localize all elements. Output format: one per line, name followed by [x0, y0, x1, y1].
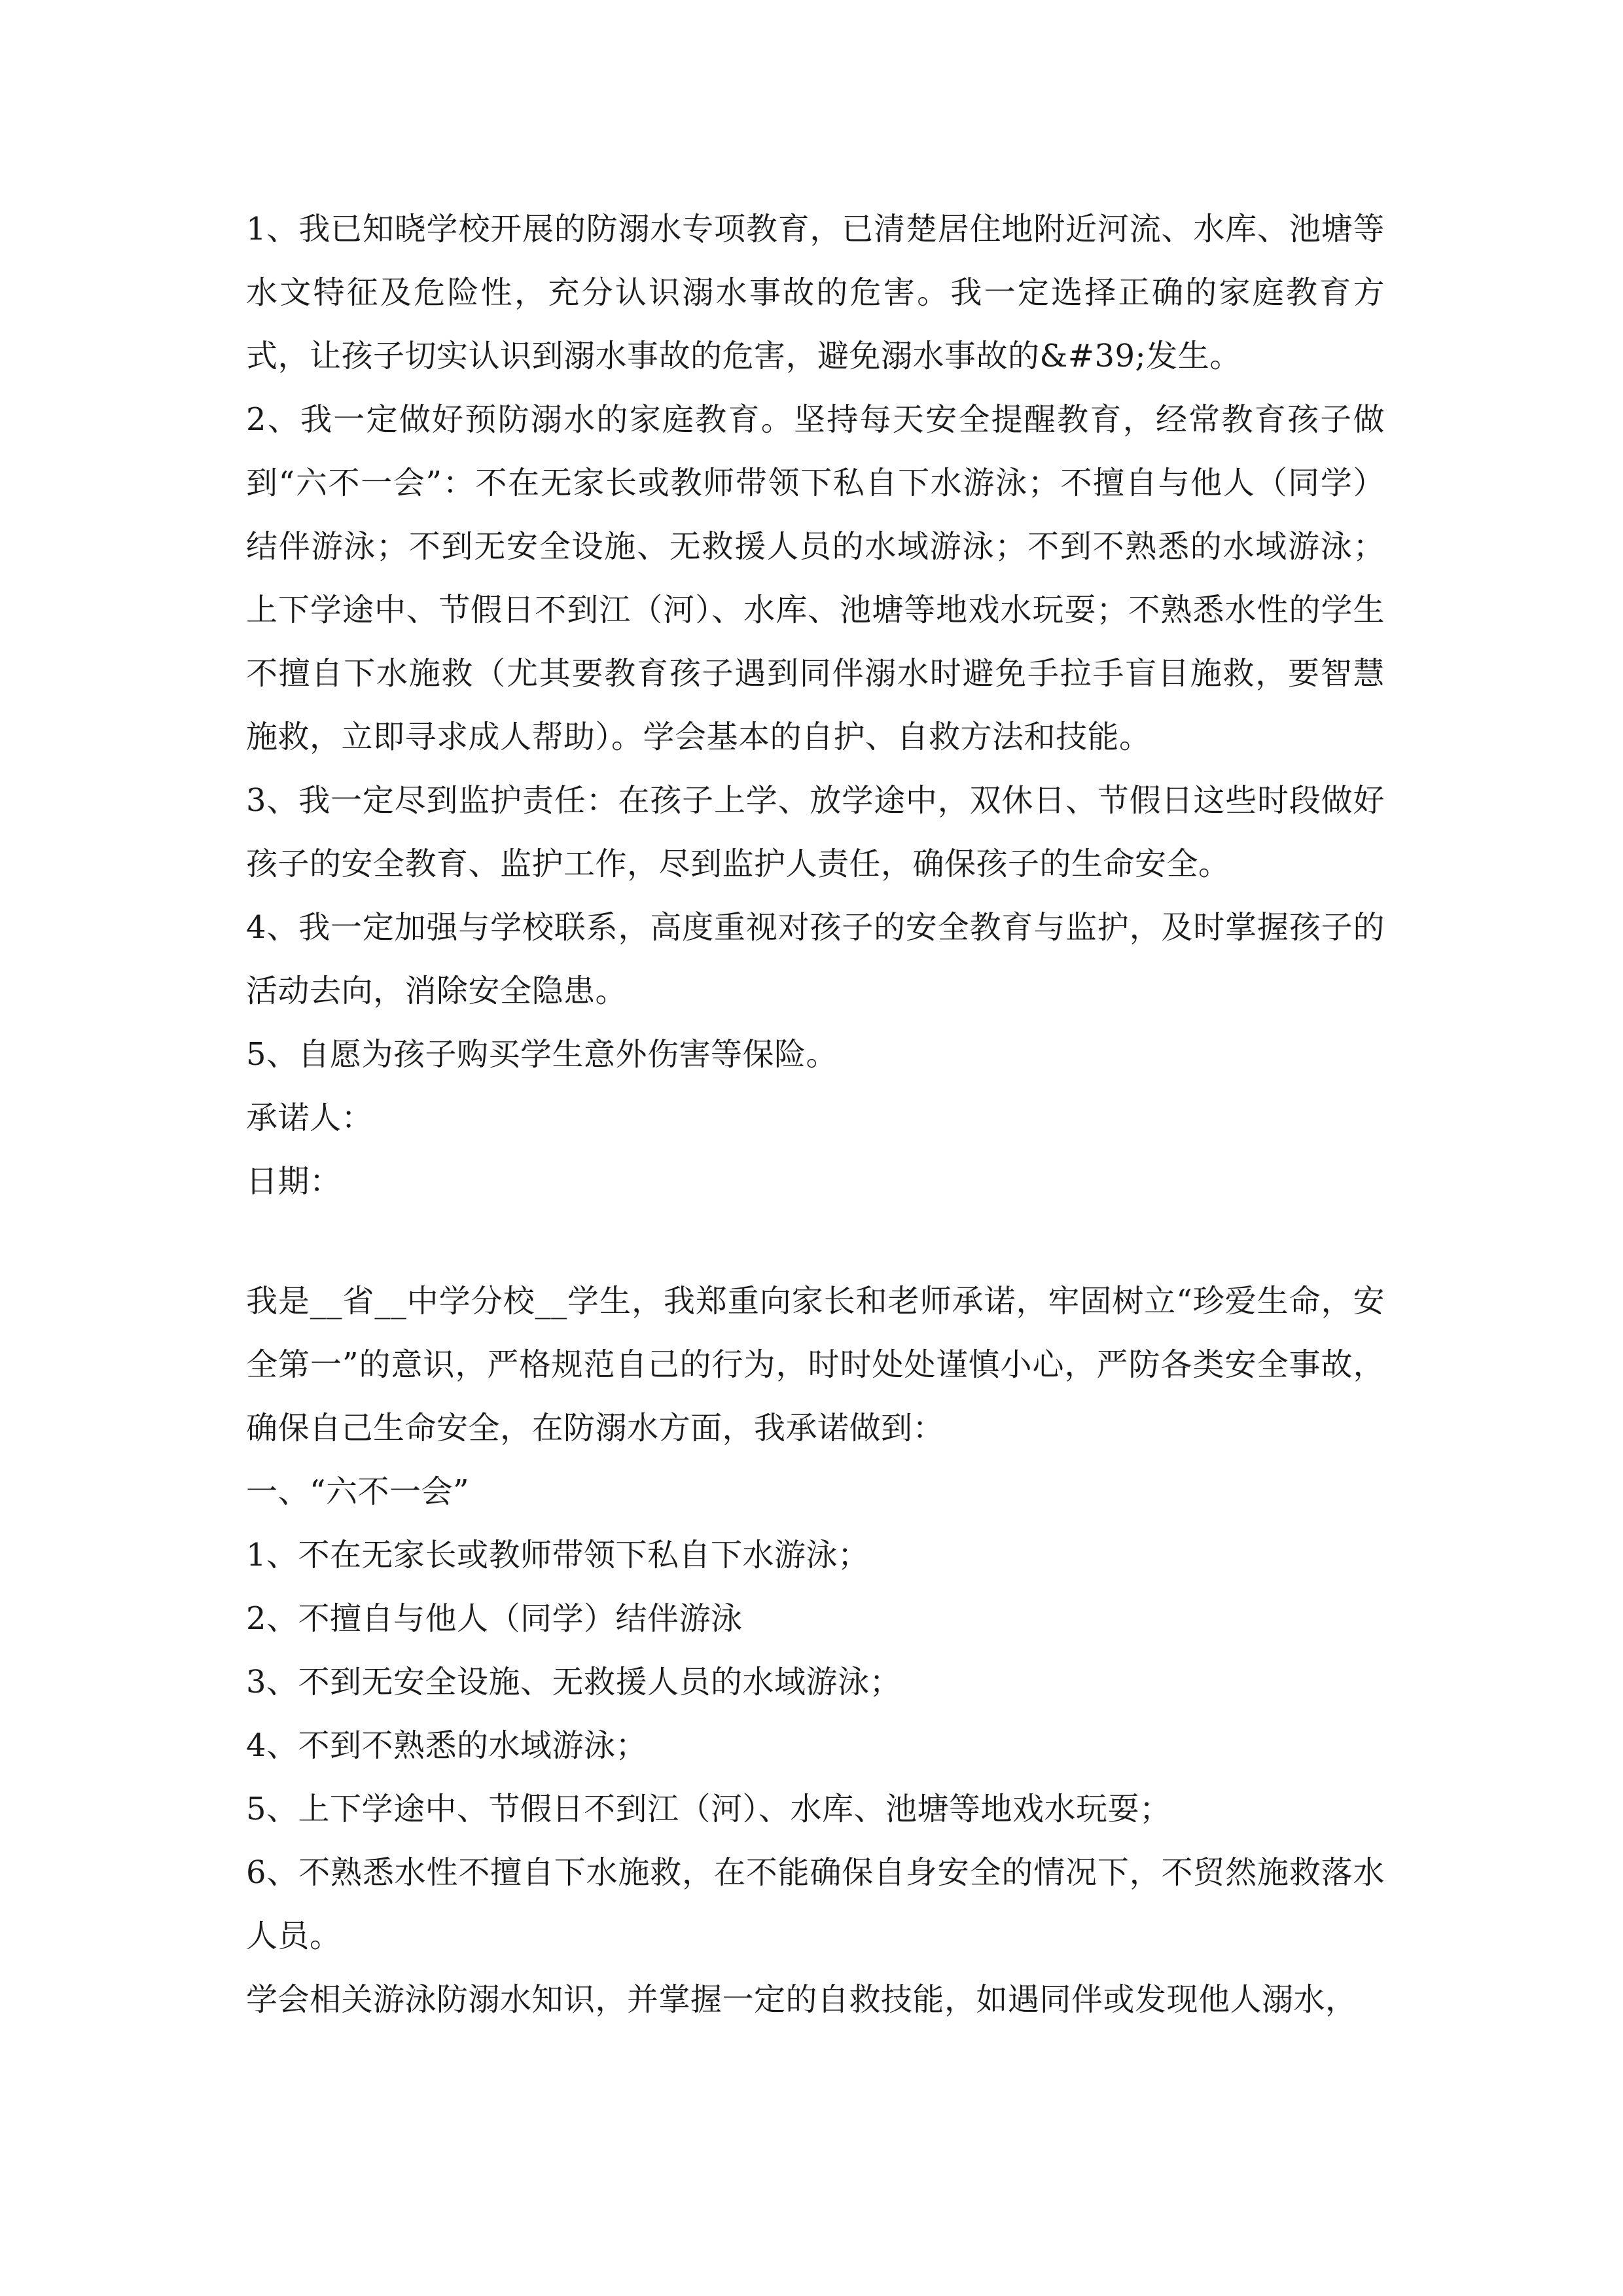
student-pledge-item-3: 3、不到无安全设施、无救援人员的水域游泳； — [246, 1664, 902, 1700]
student-pledge-item-6: 6、不熟悉水性不擅自下水施救，在不能确保自身安全的情况下，不贸然施救落水人员。 — [246, 1854, 1385, 1954]
parent-pledge-section — [246, 198, 1385, 1213]
parent-pledge-item-2: 2、我一定做好预防溺水的家庭教育。坚持每天安全提醒教育，经常教育孩子做到“六不一会”：不在无家长或教师带领下私自下水游泳；不擅自与他人（同学）结伴游泳；不到无安全设施、无救援人员的水域游泳；不到不熟悉的水域游泳；上下学途中、节假日不到江（河）、水库、池塘等地戏水玩耍；不熟悉水性的学生不擅自下水施救（尤其要教育孩子遇到同伴溺水时避免手拉手盲目施救，要智慧施救，立即寻求成人帮助）。学会基本的自护、自救方法和技能。 — [246, 401, 1385, 755]
student-pledge-closing: 学会相关游泳防溺水知识，并掌握一定的自救技能，如遇同伴或发现他人溺水， — [246, 1981, 1357, 2018]
signer-label: 承诺人： — [246, 1100, 374, 1136]
student-pledge-item-5: 5、上下学途中、节假日不到江（河）、水库、池塘等地戏水玩耍； — [246, 1791, 1171, 1827]
parent-pledge-item-1: 1、我已知晓学校开展的防溺水专项教育，已清楚居住地附近河流、水库、池塘等水文特征及危险性，充分认识溺水事故的危害。我一定选择正确的家庭教育方式，让孩子切实认识到溺水事故的危害，避免溺水事故的&#39;发生。 — [246, 211, 1385, 374]
student-pledge-intro: 我是__省__中学分校__学生，我郑重向家长和老师承诺，牢固树立“珍爱生命，安全第一”的意识，严格规范自己的行为，时时处处谨慎小心，严防各类安全事故，确保自己生命安全，在防溺水方面，我承诺做到： — [246, 1283, 1385, 1446]
student-pledge-heading: 一、“六不一会” — [246, 1473, 470, 1510]
student-pledge-item-2: 2、不擅自与他人（同学）结伴游泳 — [246, 1600, 743, 1637]
student-pledge-item-1: 1、不在无家长或教师带领下私自下水游泳； — [246, 1537, 870, 1573]
parent-pledge-item-4: 4、我一定加强与学校联系，高度重视对孩子的安全教育与监护，及时掌握孩子的活动去向，消除安全隐患。 — [246, 909, 1385, 1009]
parent-pledge-item-5: 5、自愿为孩子购买学生意外伤害等保险。 — [246, 1036, 838, 1073]
parent-pledge-item-3: 3、我一定尽到监护责任：在孩子上学、放学途中，双休日、节假日这些时段做好孩子的安全教育、监护工作，尽到监护人责任，确保孩子的生命安全。 — [246, 782, 1385, 882]
student-pledge-section — [246, 1270, 1385, 2032]
student-pledge-item-4: 4、不到不熟悉的水域游泳； — [246, 1727, 648, 1764]
date-label: 日期： — [246, 1163, 342, 1200]
